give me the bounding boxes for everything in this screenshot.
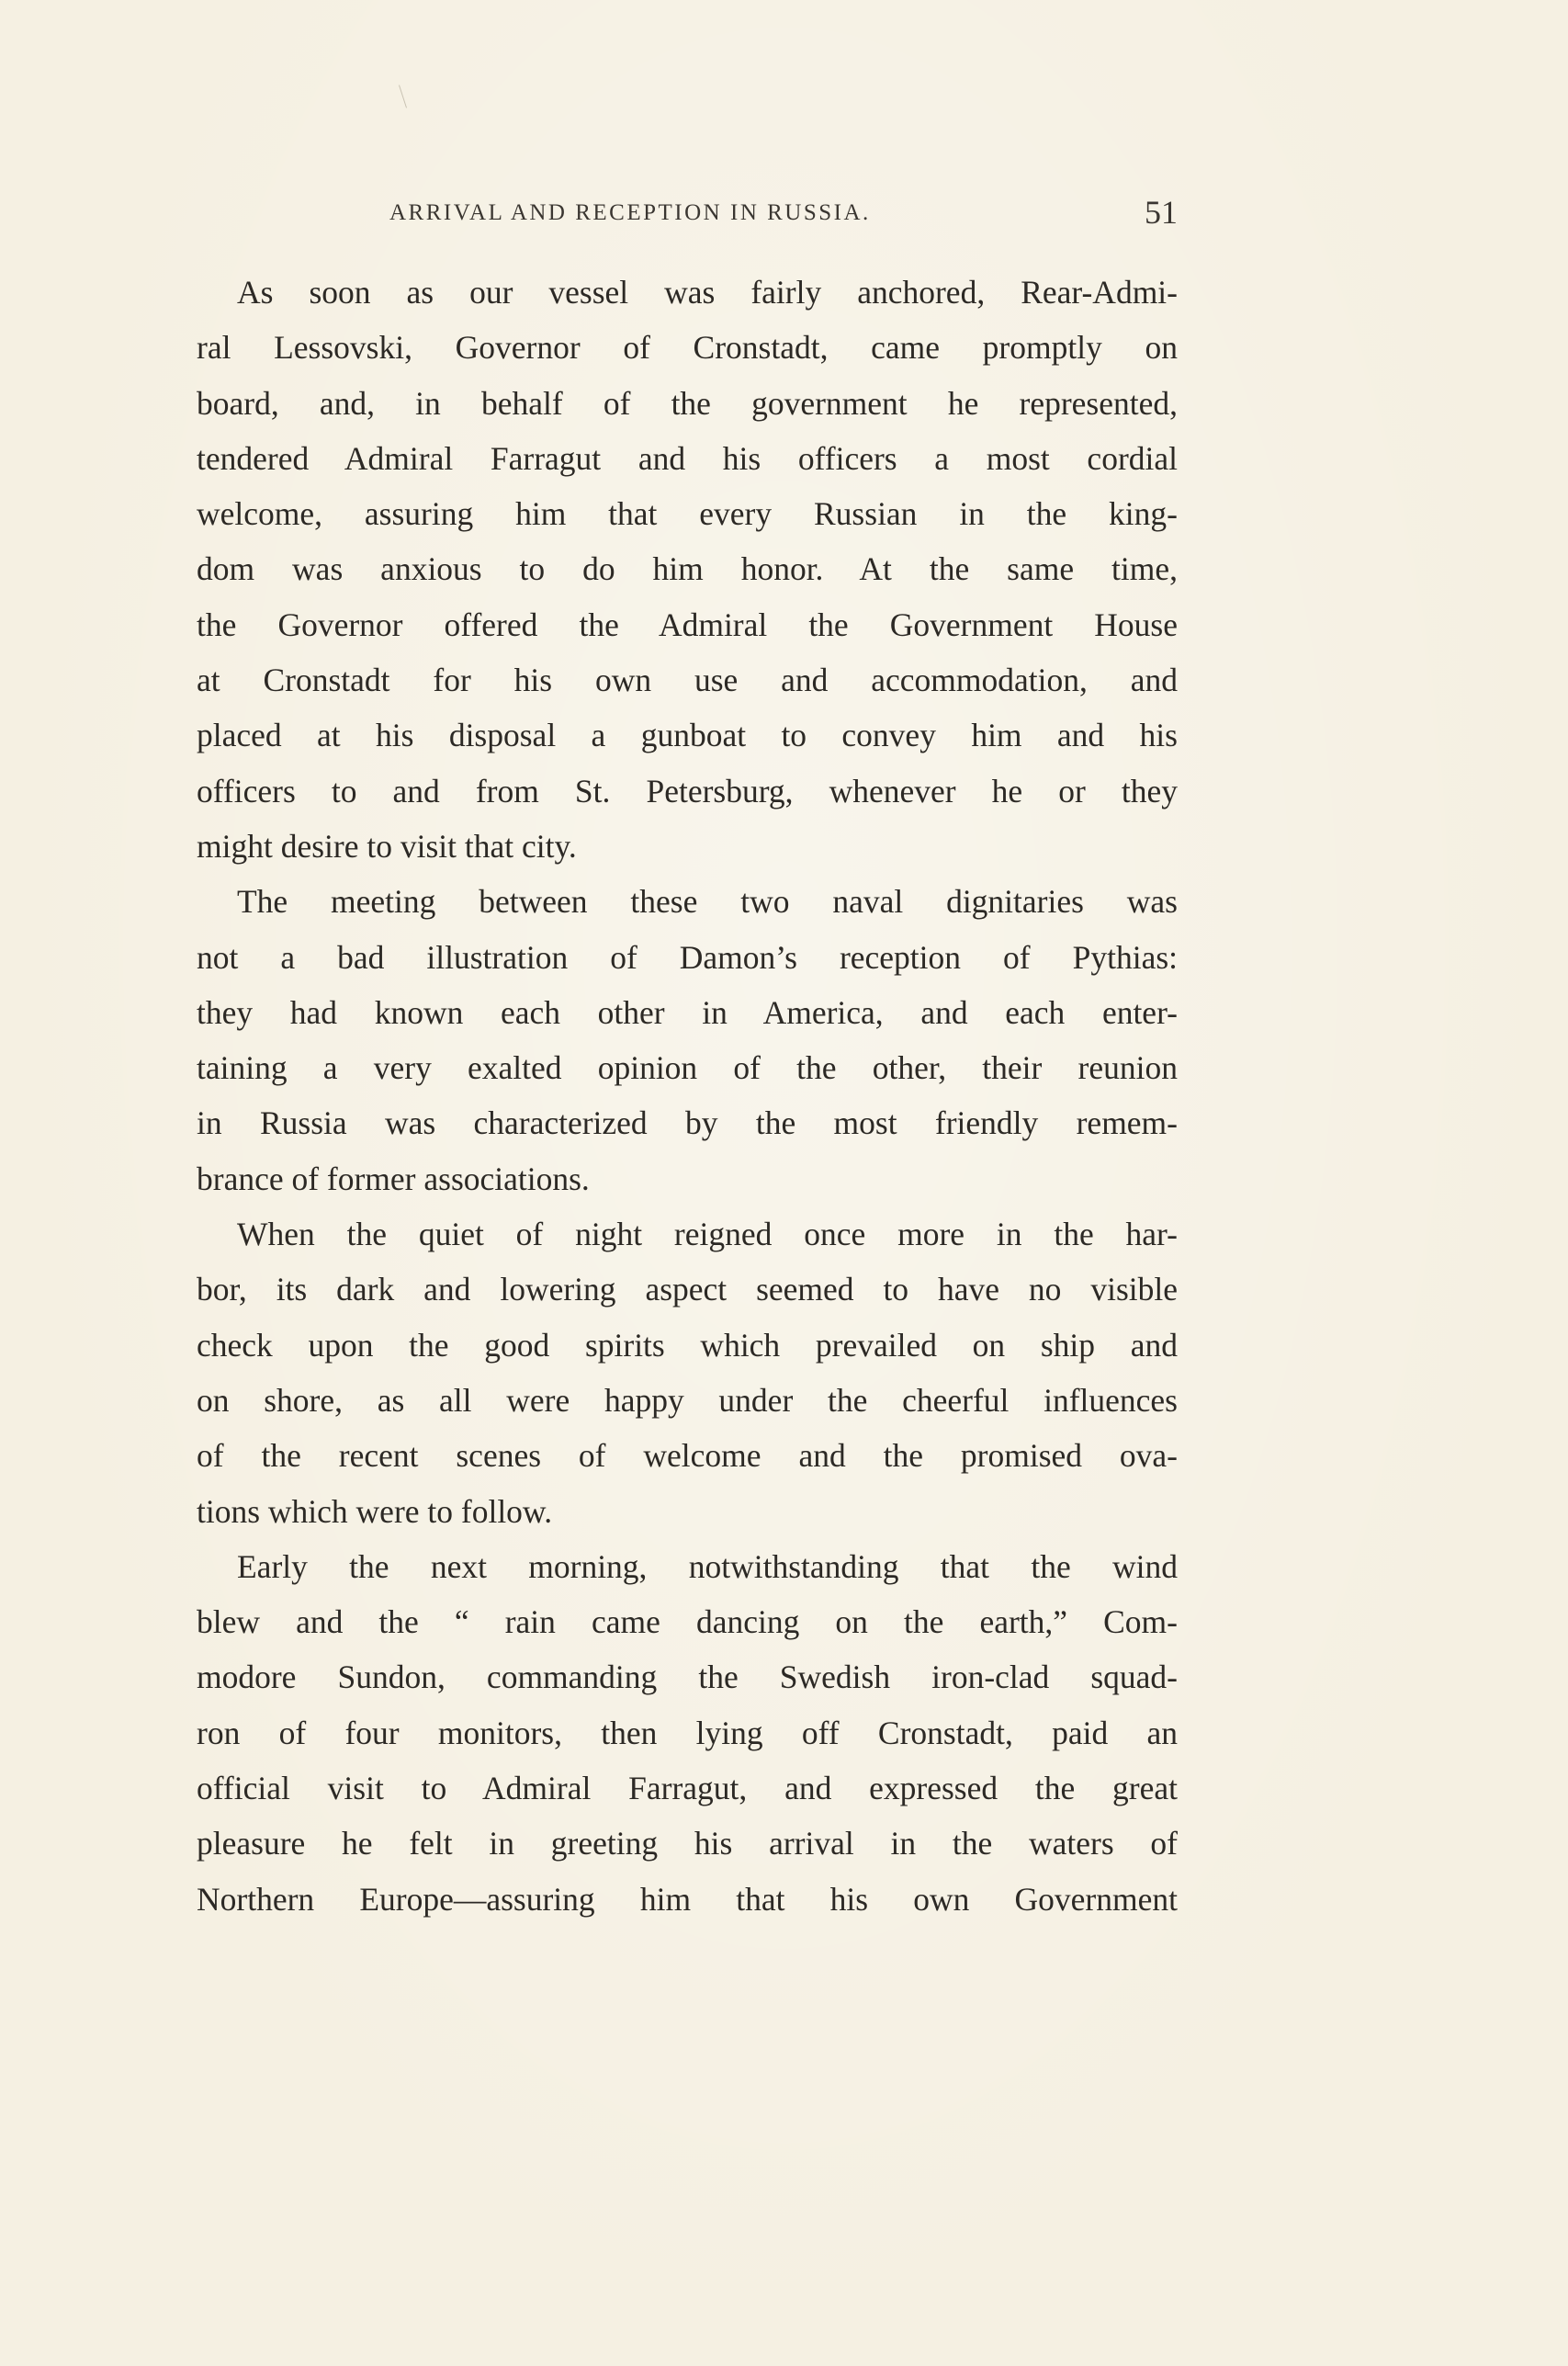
text-line: modore Sundon, commanding the Swedish iron-clad squad- (197, 1658, 1178, 1696)
text-line: blew and the “ rain came dancing on the earth,” Com- (197, 1603, 1178, 1641)
text-line: might desire to visit that city. (197, 827, 577, 865)
text-line: not a bad illustration of Damon’s reception of Pythias: (197, 938, 1178, 976)
text-line: ron of four monitors, then lying off Cronstadt, paid an (197, 1714, 1178, 1751)
text-line: officers to and from St. Petersburg, whenever he or they (197, 772, 1178, 809)
text-line: As soon as our vessel was fairly anchored, Rear-Admi- (237, 274, 1178, 311)
text-line: dom was anxious to do him honor. At the same time, (197, 550, 1178, 588)
text-line: pleasure he felt in greeting his arrival in the waters of (197, 1825, 1178, 1862)
text-line: bor, its dark and lowering aspect seemed to have no visible (197, 1271, 1178, 1308)
text-line: the Governor offered the Admiral the Government House (197, 606, 1178, 643)
text-line: tions which were to follow. (197, 1492, 553, 1530)
text-line: in Russia was characterized by the most friendly remem- (197, 1104, 1178, 1142)
stray-mark (399, 85, 407, 108)
text-line: placed at his disposal a gunboat to convey him and his (197, 717, 1178, 754)
text-line: welcome, assuring him that every Russian in the king- (197, 495, 1178, 533)
text-line: Early the next morning, notwithstanding that the wind (237, 1547, 1178, 1585)
page-number: 51 (1145, 194, 1178, 231)
text-line: ral Lessovski, Governor of Cronstadt, came promptly on (197, 329, 1178, 367)
running-head (197, 193, 1178, 239)
text-line: Northern Europe—assuring him that his own Government (197, 1880, 1178, 1918)
text-line: on shore, as all were happy under the cheerful influences (197, 1381, 1178, 1419)
text-line: of the recent scenes of welcome and the promised ova- (197, 1437, 1178, 1475)
text-line: official visit to Admiral Farragut, and expressed the great (197, 1770, 1178, 1807)
text-line: board, and, in behalf of the government he represented, (197, 384, 1178, 422)
text-line: brance of former associations. (197, 1160, 590, 1197)
text-line: taining a very exalted opinion of the other, their reunion (197, 1049, 1178, 1087)
text-line: tendered Admiral Farragut and his officers a most cordial (197, 439, 1178, 477)
text-line: When the quiet of night reigned once more in the har- (237, 1216, 1178, 1253)
text-line: at Cronstadt for his own use and accommodation, and (197, 662, 1178, 699)
text-line: check upon the good spirits which prevailed on ship and (197, 1326, 1178, 1364)
text-line: The meeting between these two naval dignitaries was (237, 883, 1178, 921)
text-line: they had known each other in America, and each enter- (197, 993, 1178, 1031)
running-title: ARRIVAL AND RECEPTION IN RUSSIA. (389, 200, 871, 225)
body-text (197, 265, 1178, 1927)
